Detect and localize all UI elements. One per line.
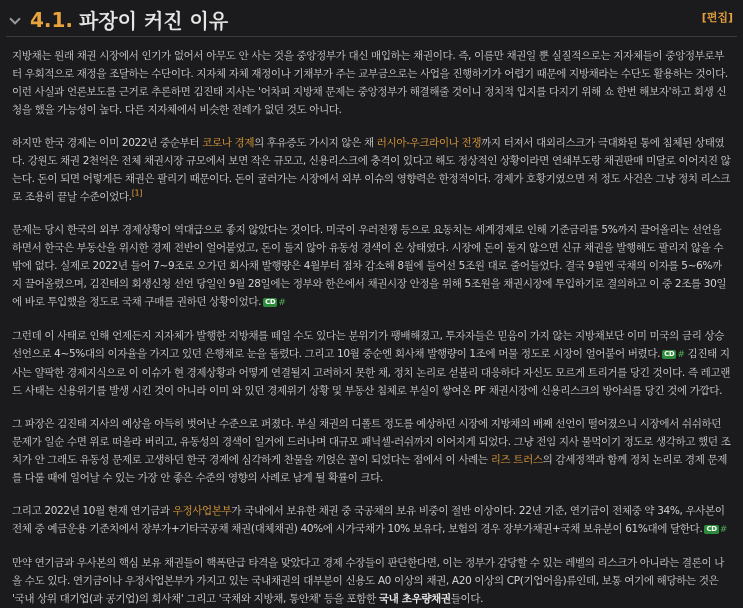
link-corona-economy[interactable]: 코로나 경제 xyxy=(202,137,255,149)
section-number[interactable]: 4.1. xyxy=(30,7,74,32)
document-page xyxy=(0,3,743,605)
section-title: 파장이 커진 이유 xyxy=(79,9,229,33)
source-badge[interactable]: CD xyxy=(265,297,276,306)
link-postal-service[interactable]: 우정사업본부 xyxy=(172,505,232,517)
link-russia-ukraine-war[interactable]: 러시아-우크라이나 전쟁 xyxy=(376,137,482,149)
paragraph-7 xyxy=(12,554,731,608)
source-hash-link[interactable]: # xyxy=(677,350,685,360)
link-liz-truss[interactable]: 리즈 트러스 xyxy=(490,454,543,466)
paragraph-text: 만약 연기금과 우사본의 핵심 보유 채권들이 핵폭탄급 타격을 맞았다고 경제 수장들이 판단한다면, 이는 정부가 감당할 수 있는 레벨의 리스크가 아니라는 결론이 나올 수도 있다. 연기금이나 우정사업본부가 가지고 있는 국내채권의 대부분이 신용도 A0 이상의 채권, A20 이상의 CP(기업어음)류인데, 보통 여기에 해당하는 것은 '국내 상위 대기업(과 공기업)의 회사채' 그리고 '국채와 지방채, 통안채' 등을 포함한 xyxy=(12,557,725,605)
paragraph-text: 그 파장은 김진태 지사의 예상을 아득히 벗어난 수준으로 퍼졌다. 부실 채권의 디폴트 정도를 예상하던 시장에 지방채의 배째 선언이 떨어졌으니 시장에서 쉬쉬하던 문제가 일순 수면 위로 떠올라 버리고, 유동성의 경색이 일거에 드러나며 대규모 패닉셀-러쉬까지 이어지게 되었다. 그냥 전임 지사 물먹이기 정도로 생각하고 했던 조치가 안 그래도 유동성 문제로 고생하던 한국 경제에 심각하게 찬물을 끼얹은 꼴이 되었다는 점에서 이 사례는 xyxy=(12,418,731,466)
paragraph-text: 그리고 2022년 10월 현재 연기금과 xyxy=(12,505,173,517)
paragraph-text: 가 국내에서 보유한 채권 중 국공채의 보유 비중이 절반 이상이다. 22년 기준, 연기금이 전체중 약 34%, 우사본이 전체 중 예금운용 기준치에서 장부가+기타국공채 채권(대체채권) 40%에 시가국채가 10% 보유다, 보험의 경우 장부가채권+국채 보유분이 61%대에 달한다. xyxy=(12,505,725,535)
paragraph-text: 들이다. xyxy=(450,593,484,605)
section-heading xyxy=(6,3,737,37)
paragraph-text: 하지만 한국 경제는 이미 2022년 중순부터 xyxy=(12,137,203,149)
paragraph-text: 그런데 이 사태로 인해 언제든지 지자체가 발행한 지방채를 떼일 수도 있다는 분위기가 팽배해졌고, 투자자들은 믿음이 가지 않는 지방채보단 이미 미국의 금리 상승 선언으로 4~5%대의 이자율을 가지고 있던 은행채로 눈을 돌렸다. 그리고 10월 중순엔 회사채 발행량이 1조에 머물 정도로 시장이 얼어붙어 버렸다. xyxy=(12,330,725,360)
paragraph-text: 문제는 당시 한국의 외부 경제상황이 역대급으로 좋지 않았다는 것이다. 미국이 우러전쟁 등으로 요동치는 세계경제로 인해 기준금리를 5%까지 끌어올리는 선언을 하면서 한국은 부동산을 위시한 경제 전반이 얼어붙었고, 돈이 돌지 않아 유동성 경색이 온 상태였다. 시장에 돈이 돌지 않으면 신규 채권을 발행해도 팔리지 않을 수밖에 없다. 실제로 2022년 들어 7~9조로 오가던 회사채 발행량은 4월부터 점차 감소해 8월에 들어선 5조원 대로 줄어들었다. 결국 9월엔 국채의 이자를 5~6%까지 끌어올렸으며, 김진태의 회생신청 선언 당일인 9월 28일에는 정부와 한은에서 채권시장 안정을 위해 5조원을 채권시장에 투입하기로 결의하고 이 중 2조를 30일에 바로 투입했을 정도로 국채 구매를 권하던 상황이었다. xyxy=(12,224,727,308)
paragraph-6 xyxy=(12,502,731,539)
source-hash-link[interactable]: # xyxy=(278,298,286,308)
paragraph-3 xyxy=(12,221,731,312)
source-hash-link[interactable]: # xyxy=(719,525,727,535)
paragraph-text: 의 감세정책과 함께 정치 논리로 경제 문제를 다룰 때에 일어날 수 있는 가장 안 좋은 수준의 영향의 사례로 남게 될 확률이 크다. xyxy=(12,454,728,484)
paragraph-5 xyxy=(12,415,731,487)
paragraph-text: 김진태 지사는 얄팍한 경제지식으로 이 이슈가 현 경제상황과 어떻게 연결될지 고려하지 못한 채, 정치 논리로 섣불리 대응하다 자신도 모르게 트리거를 당긴 것이다. 즉 레고랜드 사태는 신용위기를 발생 시킨 것이 아니라 이미 와 있던 경제위기 상황 및 부동산 침체로 부실이 쌓여온 PF 채권시장에 신용리스크의 방아쇠를 당긴 것에 가깝다. xyxy=(12,348,731,397)
paragraph-2 xyxy=(12,134,731,206)
paragraph-1 xyxy=(12,47,731,119)
paragraph-4 xyxy=(12,327,731,400)
section-content xyxy=(6,37,737,608)
paragraph-text: 까지 터져서 대외리스크가 극대화된 통에 침체된 상태였다. 강원도 채권 2천억은 전체 채권시장 규모에서 보면 작은 규모고, 신용리스크에 충격이 있다고 해도 정상적인 상황이라면 연쇄부도랑 채권판매 미달로 이어지진 않는다. 돈이 되면 어렇게든 채권은 팔리기 때문이다. 돈이 굴러가는 시장에서 외부 이슈의 영향력은 한정적이다. 경제가 호황기였으면 저 정도 사건은 그냥 정치 리스크로 조용히 끝날 수준이었다. xyxy=(12,137,731,203)
collapse-toggle-icon[interactable] xyxy=(10,14,22,26)
footnote-ref-1[interactable]: [1] xyxy=(131,188,142,198)
edit-link[interactable]: [편집] xyxy=(701,11,733,24)
bold-term: 국내 초우량채권 xyxy=(378,593,451,605)
source-badge[interactable]: CD xyxy=(664,349,675,358)
paragraph-text: 의 후유증도 가시지 않은 채 xyxy=(254,137,377,149)
source-badge[interactable]: CD xyxy=(706,524,717,533)
paragraph-text: 지방채는 원래 채권 시장에서 인기가 없어서 아무도 안 사는 것을 중앙정부가 대신 매입하는 채권이다. 즉, 이름만 채권일 뿐 실질적으로는 지자체들이 중앙정부로부터 우회적으로 재정을 조달하는 수단이다. 지자체 자체 재정이나 기채부가 주는 교부금으로는 사업을 진행하기가 어렵기 때문에 지방채라는 수단도 활용하는 것이다. 이런 사실과 언론보도를 근거로 추론하면 김진태 지사는 '어차피 지방채 문제는 중앙정부가 해결해줄 것이니 정치적 입지를 다지기 위해 쇼 한번 해보자'하고 회생 신청을 했을 가능성이 높다. 다른 지자체에서 비슷한 전례가 없던 것도 아니다. xyxy=(12,50,728,116)
